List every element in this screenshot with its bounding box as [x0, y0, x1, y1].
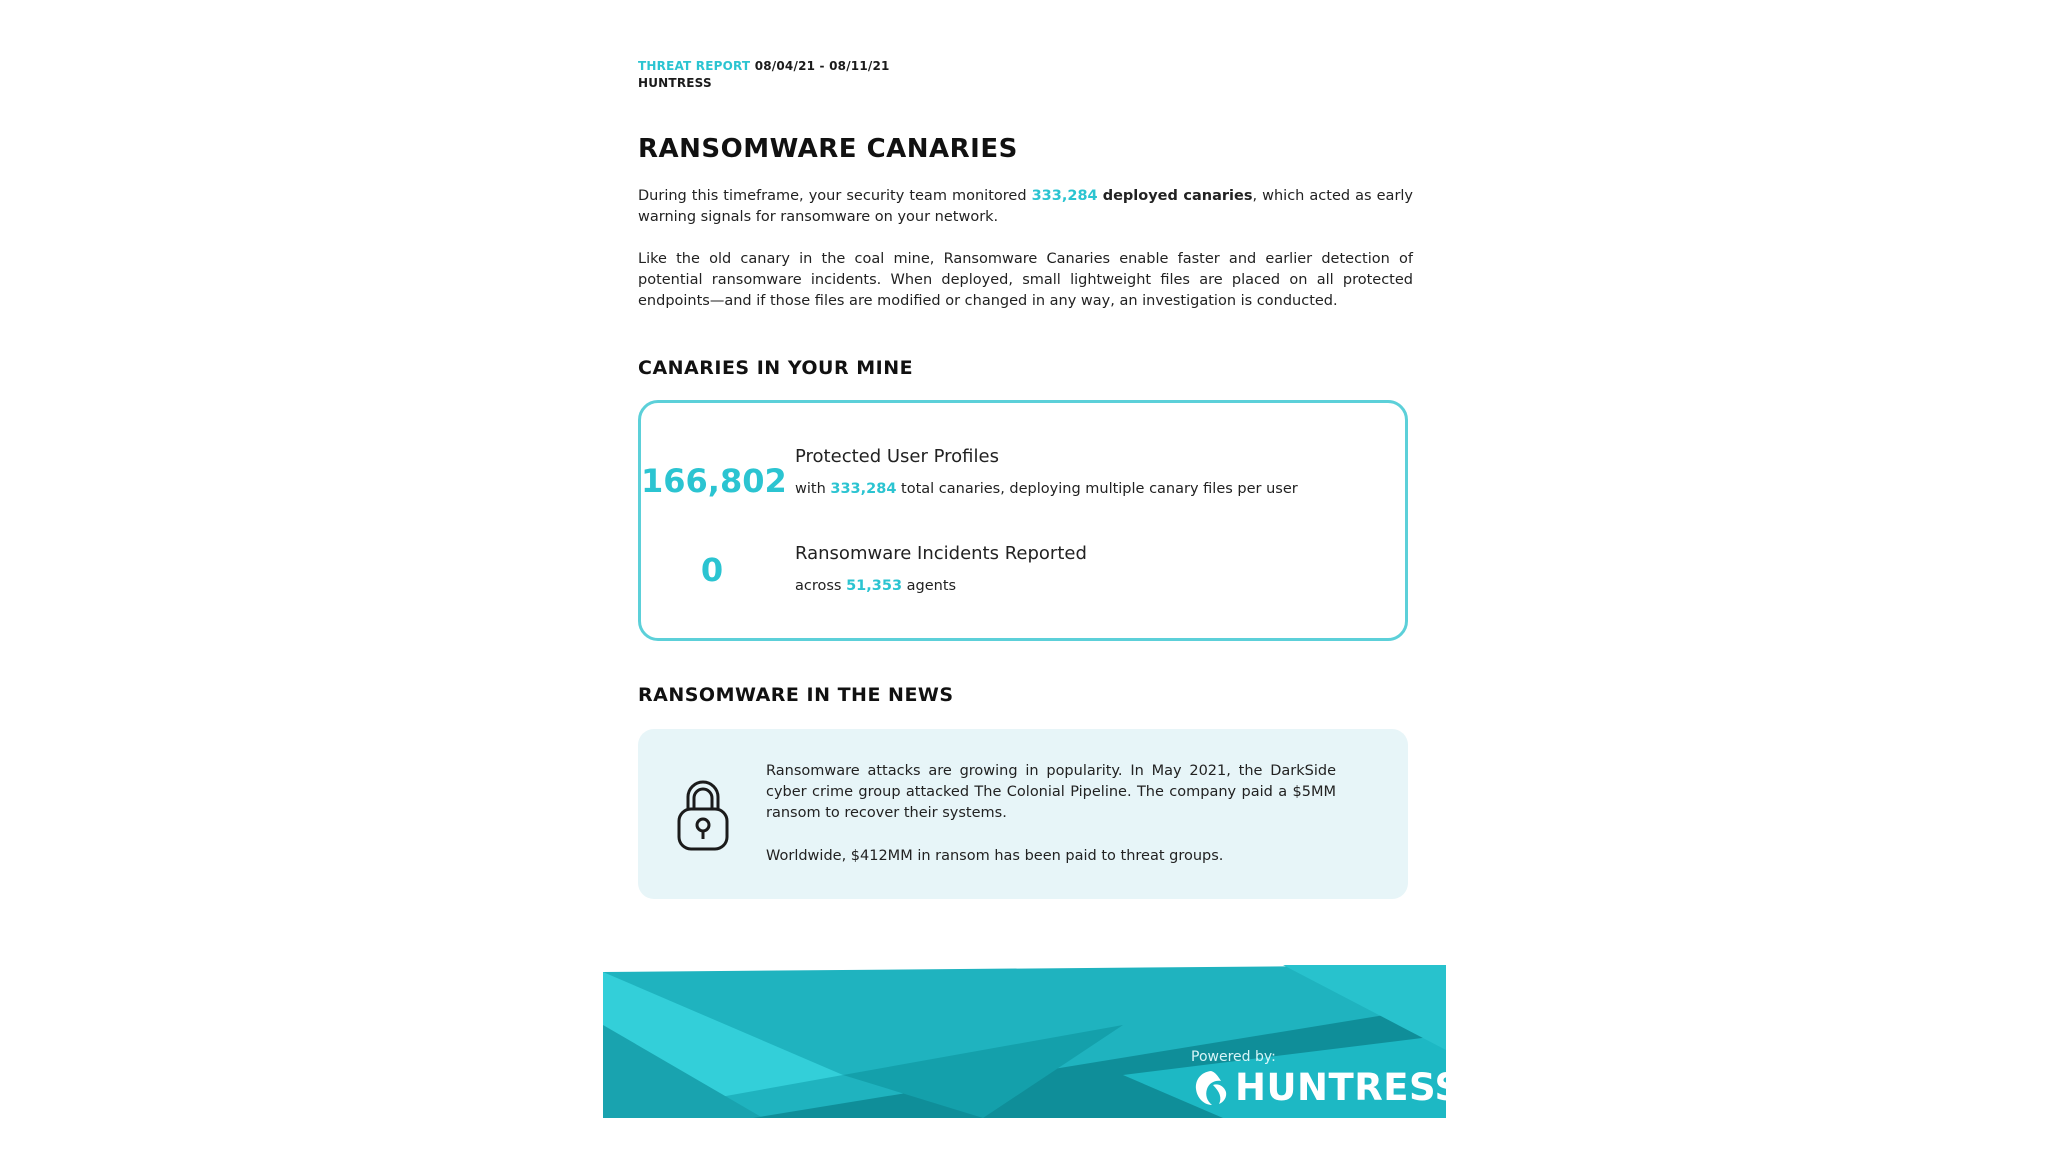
stat-sub-number: 333,284 — [830, 481, 897, 497]
brand-name: HUNTRESS — [1235, 1066, 1462, 1109]
report-date-range: 08/04/21 - 08/11/21 — [754, 59, 890, 73]
news-paragraph-2: Worldwide, $412MM in ransom has been paid to threat groups. — [766, 848, 1224, 864]
powered-by-label: Powered by: — [1191, 1049, 1276, 1065]
stat-sub-number: 51,353 — [846, 578, 903, 594]
canaries-stats-box — [638, 400, 1408, 641]
stat-value: 0 — [700, 551, 724, 589]
stat-sub-after: total canaries, deploying multiple canary files per user — [896, 481, 1298, 497]
stat-subtext — [795, 481, 1298, 497]
stat-sub-before: across — [795, 578, 847, 594]
report-header — [638, 58, 890, 92]
intro-paragraph-1 — [638, 186, 1413, 228]
page-title: RANSOMWARE CANARIES — [638, 134, 1018, 164]
report-label: THREAT REPORT — [638, 59, 751, 73]
stat-sub-after: agents — [902, 578, 957, 594]
intro-paragraph-2: Like the old canary in the coal mine, Ransomware Canaries enable faster and earlier detection of potential ransomware incidents. When deployed, small lightweight files are placed on all protected endpoints—and if those files are modified or changed in any way, an investigation is conducted. — [638, 251, 1413, 309]
stat-label: Ransomware Incidents Reported — [795, 543, 1087, 564]
intro-text-after: , which acted as early warning signals for ransomware on your network. — [638, 188, 1414, 225]
news-text — [766, 761, 1336, 867]
report-company: HUNTRESS — [638, 76, 712, 90]
stat-label: Protected User Profiles — [795, 446, 999, 467]
deployed-canaries-label: deployed canaries — [1102, 188, 1253, 204]
section-heading-mine: CANARIES IN YOUR MINE — [638, 357, 914, 379]
stat-value: 166,802 — [641, 462, 787, 500]
canary-count: 333,284 — [1031, 188, 1098, 204]
huntress-logo-icon — [1191, 1068, 1231, 1108]
report-page — [603, 0, 1462, 1118]
stat-subtext — [795, 578, 956, 594]
section-heading-news: RANSOMWARE IN THE NEWS — [638, 684, 954, 706]
intro-text-before: During this timeframe, your security team monitored — [638, 188, 1032, 204]
stat-sub-before: with — [795, 481, 831, 497]
news-callout — [638, 729, 1408, 899]
huntress-brand — [1191, 1066, 1462, 1109]
lock-icon — [676, 777, 730, 853]
news-paragraph-1: Ransomware attacks are growing in popularity. In May 2021, the DarkSide cyber crime group attacked The Colonial Pipeline. The company paid a $5MM ransom to recover their systems. — [766, 763, 1336, 821]
